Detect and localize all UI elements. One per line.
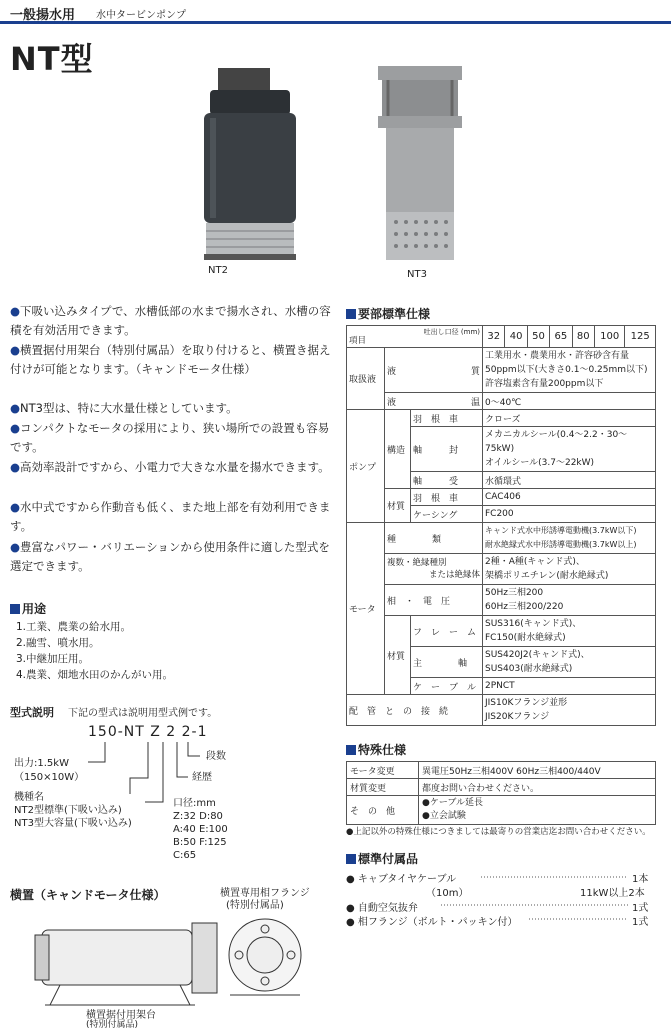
nt2-pump-image [190, 68, 310, 263]
bore-code: B:50 F:125 [173, 837, 227, 848]
special-title: 特殊仕様 [346, 741, 406, 758]
accessory-item: ● 自動空気抜弁 [346, 903, 418, 914]
accessory-qty: 11kW以上2本 [580, 888, 645, 899]
feature-item: ●水中式ですから作動音も低く、また地上部を有効利用できます。 [10, 500, 331, 533]
feature-item: ●コンパクトなモータの採用により、狭い場所での設置も容易です。 [10, 421, 330, 454]
horizontal-pump-drawing [30, 905, 310, 1010]
feature-item: ●豊富なパワー・バリエーションから使用条件に適した型式を選定できます。 [10, 540, 330, 573]
history-label: 経歴 [192, 772, 212, 783]
feature-item: ●NT3型は、特に大水量仕様としています。 [10, 401, 238, 415]
bore-code: C:65 [173, 850, 197, 861]
page-title: NT型 [10, 40, 94, 78]
horizontal-title: 横置（キャンドモータ仕様） [10, 888, 166, 902]
kishu-label: 機種名 [14, 792, 44, 803]
category-label: 一般揚水用 [10, 8, 76, 23]
header-bar [0, 0, 671, 24]
accessory-item: ● 相フランジ（ボルト・パッキン付） [346, 917, 518, 928]
feature-item: ●横置据付用架台（特別付属品）を取り付けると、横置き据え付けが可能となります。（キャンドモータ仕様） [10, 343, 331, 376]
dotted-leaders [346, 870, 636, 930]
output-label: 出力:1.5kW [14, 758, 69, 769]
bore-label: 口径:mm [173, 798, 216, 809]
accessory-sub: （10m） [426, 888, 469, 899]
spec-table: 項目 吐出し口径 (mm) 32 40 50 65 80 100 125 取扱液 液 質 工業用水・農業用水・許容砂含有量 50ppm以下(大きさ0.1〜0.25mm以下) 許容塩素含有量200ppm以下 液 温 0〜40℃ ポンプ 構造 羽 根 車 クローズ 軸 封 メカニカルシール(0.4〜2.2・30〜75kW) オイルシール(3.7〜22kW) 軸 受 水循環式 材質 羽 根 車 CAC406 ケーシング FC200 モータ 種 類 キャンド式水中形誘導電動機(3.7kW以下) 耐水絶縁式水中形誘導電動機(3.7kW以上) 複数・絶縁種別 または絶縁体 2種・A種(キャンド式)、 架橋ポリエチレン(耐水絶縁式) 相 ・ 電 圧 50Hz三相200 60Hz三相200/220 材質 フ レ ー ム SUS316(キャンド式)、 FC150(耐水絶縁式) 主 軸 SUS420J2(キャンド式)、 SUS403(耐水絶縁式) ケ ー ブ ル 2PNCT 配 管 と の 接 続 JIS10Kフランジ並形 JIS20Kフランジ [346, 325, 656, 726]
list-item: 1.工業、農業の給水用。 [16, 621, 132, 633]
accessory-qty: 1本 [632, 874, 649, 885]
flange-label-2: (特別付属品) [226, 900, 284, 911]
uses-title: 用途 [10, 600, 46, 617]
nt3-pump-image [370, 62, 470, 267]
bore-code: Z:32 D:80 [173, 811, 223, 822]
output-label-2: （150×10W） [14, 772, 85, 783]
accessory-qty: 1式 [632, 917, 649, 928]
kishu-nt2: NT2型標準(下吸い込み) [14, 805, 122, 816]
subtitle-label: 水中タービンポンプ [96, 10, 186, 21]
spec-title: 要部標準仕様 [346, 305, 430, 322]
special-table: モータ変更 異電圧50Hz三相400V 60Hz三相400/440V 材質変更 都度お問い合わせください。 そ の 他 ●ケーブル延長 ●立会試験 [346, 761, 656, 825]
stages-label: 段数 [206, 751, 226, 762]
list-item: 2.融雪、噴水用。 [16, 637, 100, 649]
accessory-item: ● キャブタイヤケーブル [346, 874, 457, 885]
feature-item: ●下吸い込みタイプで、水槽低部の水まで揚水され、水槽の容積を有効活用できます。 [10, 304, 331, 337]
special-note: ●上記以外の特殊仕様につきましては最寄りの営業店迄お問い合わせください。 [346, 827, 651, 837]
base-label: 横置据付用架台 [86, 1010, 156, 1021]
nt2-label: NT2 [208, 265, 228, 276]
accessories-title: 標準付属品 [346, 850, 418, 867]
model-desc-title: 型式説明 [10, 706, 54, 719]
spec-header-cell: 項目 吐出し口径 (mm) [347, 326, 483, 348]
kishu-nt3: NT3型大容量(下吸い込み) [14, 818, 132, 829]
list-item: 4.農業、畑地水田のかんがい用。 [16, 669, 174, 681]
uses-list [16, 619, 173, 683]
bore-code: A:40 E:100 [173, 824, 228, 835]
nt3-label: NT3 [407, 269, 427, 280]
model-example: 150-NT Z 2 2-1 [88, 724, 208, 740]
accessory-qty: 1式 [632, 903, 649, 914]
flange-label: 横置専用相フランジ [220, 888, 310, 899]
base-label-2: (特別付属品) [86, 1020, 139, 1030]
list-item: 3.中継加圧用。 [16, 653, 90, 665]
feature-item: ●高効率設計ですから、小電力で大きな水量を揚水できます。 [10, 460, 330, 474]
model-desc-note: 下記の型式は説明用型式例です。 [68, 708, 218, 719]
